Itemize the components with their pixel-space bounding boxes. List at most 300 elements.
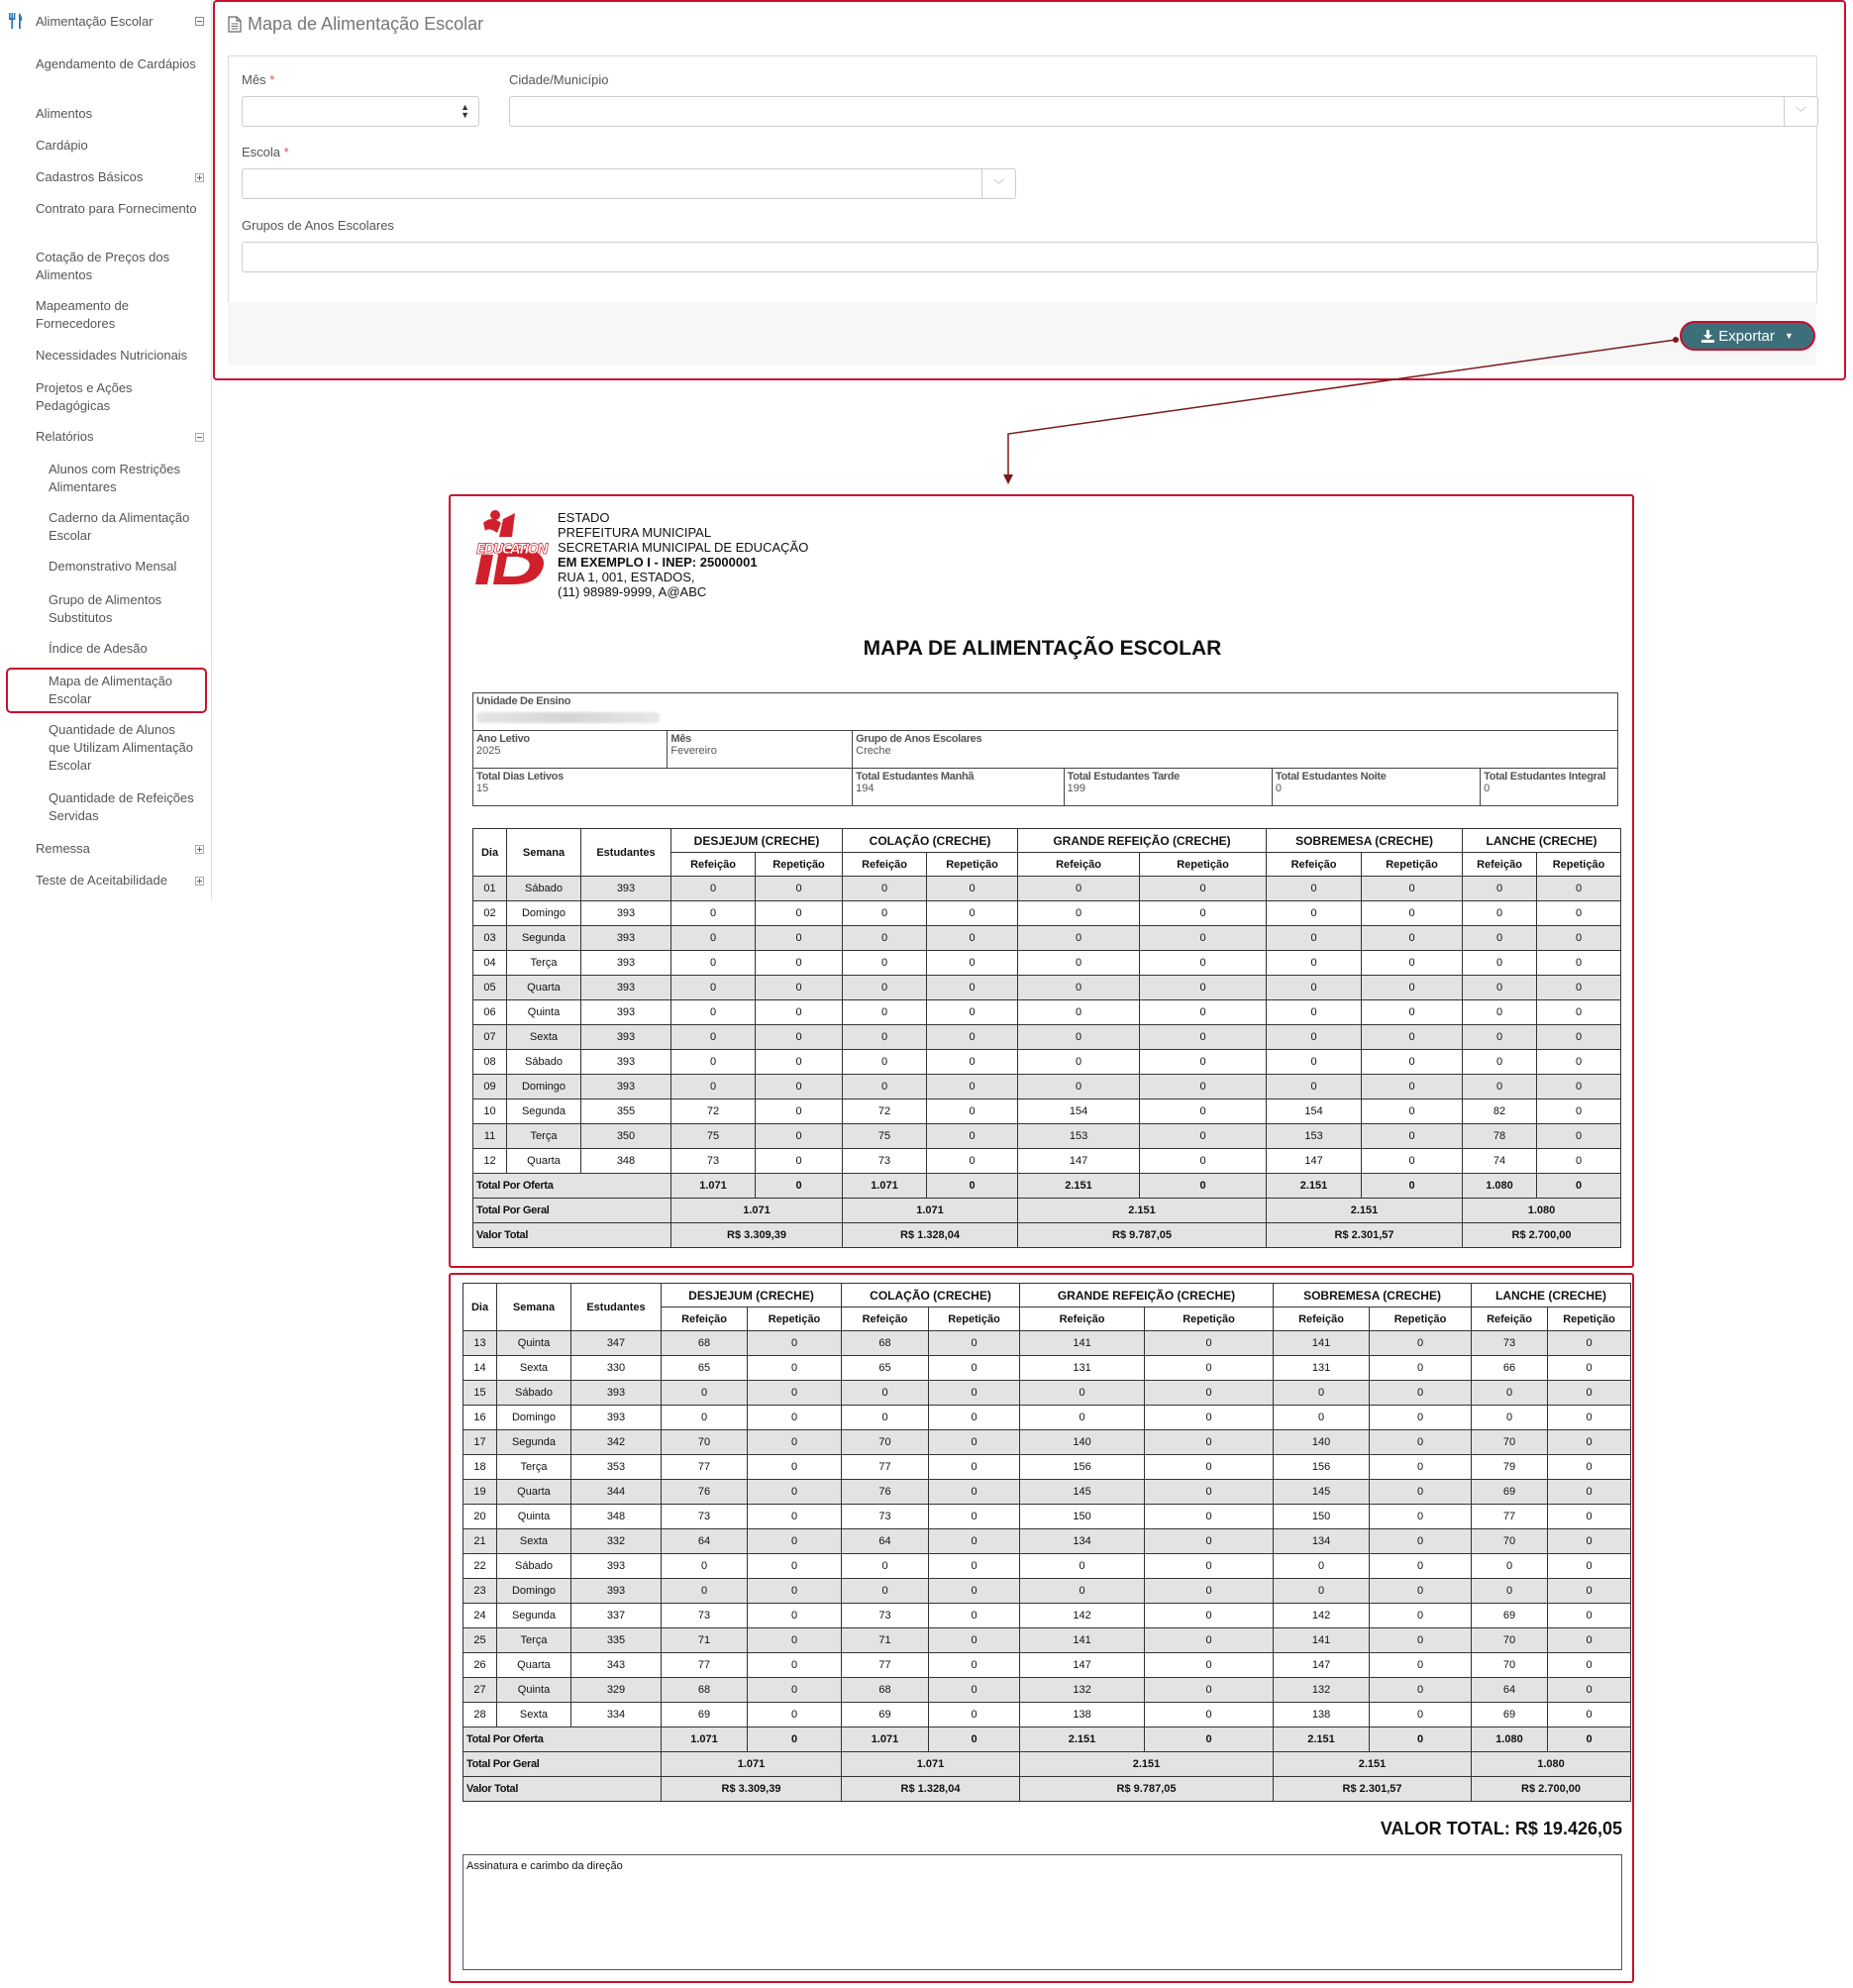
table-cell: 0 [1537, 951, 1621, 976]
report-title: MAPA DE ALIMENTAÇÃO ESCOLAR [863, 637, 1222, 660]
table-cell: 393 [571, 1406, 662, 1430]
table-cell: 69 [842, 1703, 929, 1727]
table-cell: 02 [473, 901, 507, 926]
table-cell: 13 [463, 1331, 497, 1356]
col-refeicao: Refeição [1020, 1308, 1145, 1331]
table-cell: 0 [756, 877, 843, 901]
table-cell: 68 [842, 1331, 929, 1356]
total-cell: 1.080 [1463, 1199, 1621, 1223]
table-cell: 0 [1020, 1554, 1145, 1579]
table-cell: 0 [1018, 951, 1140, 976]
col-group: GRANDE REFEIÇÃO (CRECHE) [1018, 829, 1267, 853]
total-cell: 1.071 [842, 1752, 1020, 1777]
table-cell: 0 [1370, 1703, 1472, 1727]
total-cell: 2.151 [1267, 1199, 1463, 1223]
table-cell: 147 [1020, 1653, 1145, 1678]
table-cell: 0 [1018, 926, 1140, 951]
table-cell: 0 [671, 1025, 756, 1050]
table-cell: 26 [463, 1653, 497, 1678]
total-cell: 1.071 [671, 1174, 756, 1199]
table-cell: 0 [1548, 1703, 1631, 1727]
table-cell: 353 [571, 1455, 662, 1480]
table-cell: 0 [1018, 877, 1140, 901]
table-cell: 0 [1537, 926, 1621, 951]
table-cell: Quarta [497, 1653, 571, 1678]
table-cell: Segunda [497, 1604, 571, 1628]
tarde-cell: Total Estudantes Tarde 199 [1064, 769, 1272, 806]
total-cell: 2.151 [1020, 1752, 1274, 1777]
col-refeicao: Refeição [1267, 853, 1362, 877]
grand-total: VALOR TOTAL: R$ 19.426,05 [1380, 1819, 1622, 1838]
table-cell: 0 [1548, 1381, 1631, 1406]
table-cell: 0 [843, 1075, 927, 1099]
table-cell: Sábado [497, 1554, 571, 1579]
caret-down-icon: ▼ [1784, 331, 1794, 341]
table-cell: 0 [748, 1703, 842, 1727]
table-cell: 77 [1472, 1505, 1548, 1529]
table-cell: 0 [1472, 1381, 1548, 1406]
total-oferta-label: Total Por Oferta [473, 1174, 671, 1199]
total-cell: 1.071 [671, 1199, 843, 1223]
table-cell: Quinta [497, 1678, 571, 1703]
table-cell: 69 [1472, 1703, 1548, 1727]
table-cell: Quinta [497, 1331, 571, 1356]
table-cell: 0 [1145, 1356, 1274, 1381]
table-cell: 393 [571, 1579, 662, 1604]
table-cell: 0 [756, 976, 843, 1000]
col-group: LANCHE (CRECHE) [1472, 1284, 1631, 1308]
valor-total-label: Valor Total [463, 1777, 662, 1802]
table-cell: Sábado [507, 877, 581, 901]
header-line: RUA 1, 001, ESTADOS, [558, 570, 695, 584]
table-cell: 0 [929, 1529, 1020, 1554]
table-cell: 0 [927, 1124, 1018, 1149]
table-cell: 0 [748, 1579, 842, 1604]
table-cell: 141 [1020, 1628, 1145, 1653]
table-cell: 0 [1145, 1480, 1274, 1505]
table-cell: 0 [1267, 926, 1362, 951]
table-cell: 0 [671, 901, 756, 926]
total-cell: R$ 2.301,57 [1267, 1223, 1463, 1248]
cidade-label: Cidade/Município [509, 72, 609, 87]
col-repeticao: Repetição [1145, 1308, 1274, 1331]
table-cell: 0 [1140, 1050, 1267, 1075]
table-cell: 0 [929, 1455, 1020, 1480]
table-row [473, 1149, 1621, 1174]
table-cell: 0 [927, 926, 1018, 951]
table-cell: Sábado [497, 1381, 571, 1406]
table-cell: 68 [662, 1678, 748, 1703]
table-cell: Sexta [507, 1025, 581, 1050]
ano-cell: Ano Letivo 2025 [473, 731, 668, 769]
mes-label: Mês * [242, 72, 275, 87]
chevron-down-icon: ﹀ [1784, 97, 1817, 126]
sidebar-item-label: Necessidades Nutricionais [36, 348, 188, 363]
col-group: DESJEJUM (CRECHE) [671, 829, 843, 853]
table-cell: 0 [1370, 1406, 1472, 1430]
table-cell: 0 [1537, 1025, 1621, 1050]
table-cell: 0 [1463, 951, 1537, 976]
sidebar-item-label: Relatórios [36, 429, 94, 444]
table-cell: 08 [473, 1050, 507, 1075]
col-refeicao: Refeição [671, 853, 756, 877]
table-cell: 71 [662, 1628, 748, 1653]
table-cell: 0 [1548, 1505, 1631, 1529]
table-cell: 07 [473, 1025, 507, 1050]
table-cell: 77 [662, 1653, 748, 1678]
table-cell: 0 [842, 1381, 929, 1406]
table-cell: Terça [497, 1628, 571, 1653]
table-cell: 154 [1267, 1099, 1362, 1124]
table-cell: 0 [1362, 1149, 1463, 1174]
table-cell: 0 [842, 1579, 929, 1604]
table-cell: 0 [1548, 1604, 1631, 1628]
table-cell: 0 [1537, 901, 1621, 926]
table-cell: 77 [842, 1653, 929, 1678]
table-cell: 0 [929, 1579, 1020, 1604]
table-cell: 0 [842, 1554, 929, 1579]
col-group: GRANDE REFEIÇÃO (CRECHE) [1020, 1284, 1274, 1308]
total-cell: 1.071 [842, 1727, 929, 1752]
table-cell: 393 [581, 976, 671, 1000]
table-cell: 0 [1370, 1455, 1472, 1480]
sidebar-subitem-label: Índice de Adesão [49, 641, 148, 656]
table-cell: 0 [748, 1678, 842, 1703]
table-row [473, 1099, 1621, 1124]
table-cell: 0 [1145, 1505, 1274, 1529]
valor-total-row [473, 1223, 1621, 1248]
table-cell: 0 [1370, 1628, 1472, 1653]
table-cell: 0 [927, 1025, 1018, 1050]
table-cell: 0 [1145, 1406, 1274, 1430]
table-cell: 0 [1267, 1050, 1362, 1075]
table-cell: Quinta [497, 1505, 571, 1529]
table-cell: 0 [1537, 1124, 1621, 1149]
table-cell: 147 [1274, 1653, 1370, 1678]
table-cell: 0 [1548, 1331, 1631, 1356]
table-cell: 65 [662, 1356, 748, 1381]
table-cell: 0 [748, 1653, 842, 1678]
unidade-cell: Unidade De Ensino [473, 693, 1618, 731]
table-cell: 0 [1274, 1579, 1370, 1604]
table-cell: 0 [1370, 1579, 1472, 1604]
table-cell: 0 [1463, 1025, 1537, 1050]
table-cell: 0 [1463, 1075, 1537, 1099]
table-cell: 0 [1145, 1703, 1274, 1727]
sidebar-item-label: Cardápio [36, 138, 88, 153]
table-cell: 03 [473, 926, 507, 951]
table-cell: 73 [1472, 1331, 1548, 1356]
signature-box [463, 1854, 1622, 1970]
table-cell: 0 [1140, 877, 1267, 901]
table-cell: 0 [1145, 1628, 1274, 1653]
table-cell: 0 [1548, 1455, 1631, 1480]
table-cell: 0 [1472, 1554, 1548, 1579]
sidebar-item-label: Teste de Aceitabilidade [36, 873, 167, 888]
table-cell: 0 [1362, 1025, 1463, 1050]
table-cell: 132 [1274, 1678, 1370, 1703]
table-cell: 0 [748, 1331, 842, 1356]
table-cell: 0 [1548, 1653, 1631, 1678]
table-cell: 73 [843, 1149, 927, 1174]
table-cell: 0 [1140, 976, 1267, 1000]
export-button-label: Exportar [1718, 327, 1775, 345]
table-cell: 0 [1145, 1381, 1274, 1406]
col-group: SOBREMESA (CRECHE) [1267, 829, 1463, 853]
total-cell: R$ 9.787,05 [1020, 1777, 1274, 1802]
table-cell: 355 [581, 1099, 671, 1124]
total-cell: 2.151 [1020, 1727, 1145, 1752]
total-cell: R$ 2.301,57 [1274, 1777, 1472, 1802]
table-cell: 11 [473, 1124, 507, 1149]
table-cell: 69 [1472, 1480, 1548, 1505]
spinner-arrows-icon: ▲ ▼ [461, 102, 469, 120]
table-cell: 330 [571, 1356, 662, 1381]
table-cell: 0 [1362, 1075, 1463, 1099]
table-cell: 0 [748, 1406, 842, 1430]
table-cell: 0 [1472, 1579, 1548, 1604]
sidebar-item-label: Cotação de Preços dos Alimentos [36, 250, 170, 282]
valor-total-row [463, 1777, 1631, 1802]
table-cell: 0 [842, 1406, 929, 1430]
table-cell: 145 [1274, 1480, 1370, 1505]
table-cell: 0 [748, 1529, 842, 1554]
table-cell: 82 [1463, 1099, 1537, 1124]
table-row [463, 1505, 1631, 1529]
table-row [463, 1529, 1631, 1554]
table-cell: 0 [1370, 1653, 1472, 1678]
table-cell: 154 [1018, 1099, 1140, 1124]
table-cell: 0 [1463, 926, 1537, 951]
total-cell: 0 [1548, 1727, 1631, 1752]
table-row [463, 1678, 1631, 1703]
table-cell: 0 [748, 1480, 842, 1505]
total-cell: 1.080 [1472, 1727, 1548, 1752]
table-cell: 343 [571, 1653, 662, 1678]
sidebar-item-label: Alimentos [36, 106, 93, 121]
table-cell: 77 [662, 1455, 748, 1480]
table-cell: 09 [473, 1075, 507, 1099]
table-cell: 0 [1140, 951, 1267, 976]
table-cell: 0 [756, 926, 843, 951]
col-refeicao: Refeição [662, 1308, 748, 1331]
table-cell: 0 [843, 951, 927, 976]
table-cell: 131 [1274, 1356, 1370, 1381]
table-cell: 0 [756, 951, 843, 976]
table-row [463, 1381, 1631, 1406]
table-cell: Sábado [507, 1050, 581, 1075]
table-cell: 0 [1370, 1529, 1472, 1554]
table-cell: 142 [1274, 1604, 1370, 1628]
redacted-school-name [476, 712, 660, 723]
sidebar-item-label: Agendamento de Cardápios [36, 56, 196, 71]
signature-label: Assinatura e carimbo da direção [466, 1860, 623, 1872]
table-cell: 0 [1140, 1124, 1267, 1149]
table-cell: 0 [1267, 901, 1362, 926]
table-cell: 0 [1548, 1678, 1631, 1703]
table-cell: 70 [1472, 1653, 1548, 1678]
header-line: PREFEITURA MUNICIPAL [558, 525, 712, 540]
table-row [463, 1604, 1631, 1628]
total-cell: 1.071 [843, 1199, 1018, 1223]
table-cell: 0 [929, 1505, 1020, 1529]
table-cell: Quarta [497, 1480, 571, 1505]
table-cell: 0 [927, 877, 1018, 901]
table-cell: 78 [1463, 1124, 1537, 1149]
total-cell: R$ 2.700,00 [1463, 1223, 1621, 1248]
table-cell: 153 [1267, 1124, 1362, 1149]
table-cell: 0 [748, 1455, 842, 1480]
table-cell: 20 [463, 1505, 497, 1529]
table-cell: 70 [1472, 1628, 1548, 1653]
table-cell: 393 [581, 1050, 671, 1075]
table-cell: 0 [1145, 1554, 1274, 1579]
table-cell: 19 [463, 1480, 497, 1505]
col-estudantes: Estudantes [571, 1284, 662, 1331]
grupos-label: Grupos de Anos Escolares [242, 218, 394, 233]
table-cell: 0 [1140, 1075, 1267, 1099]
table-row [463, 1430, 1631, 1455]
table-cell: Domingo [507, 901, 581, 926]
sidebar-subitem-label: Quantidade de Alunos que Utilizam Alimentação Escolar [49, 722, 193, 773]
col-estudantes: Estudantes [581, 829, 671, 877]
table-cell: 393 [581, 1000, 671, 1025]
table-cell: 74 [1463, 1149, 1537, 1174]
table-cell: 0 [671, 926, 756, 951]
table-row [463, 1703, 1631, 1727]
table-cell: 393 [581, 951, 671, 976]
table-cell: 18 [463, 1455, 497, 1480]
col-semana: Semana [497, 1284, 571, 1331]
table-cell: 70 [1472, 1529, 1548, 1554]
table-cell: 0 [929, 1604, 1020, 1628]
table-cell: 0 [1463, 901, 1537, 926]
table-cell: 0 [1267, 1075, 1362, 1099]
table-cell: 70 [1472, 1430, 1548, 1455]
table-cell: 0 [1020, 1381, 1145, 1406]
table-cell: 22 [463, 1554, 497, 1579]
table-cell: 0 [1537, 1149, 1621, 1174]
table-row [473, 1025, 1621, 1050]
table-cell: 0 [1267, 877, 1362, 901]
table-cell: Sexta [497, 1356, 571, 1381]
table-cell: 0 [1018, 1075, 1140, 1099]
table-cell: 0 [1140, 926, 1267, 951]
table-cell: 0 [927, 1000, 1018, 1025]
table-cell: 73 [662, 1604, 748, 1628]
table-cell: 0 [843, 976, 927, 1000]
meal-table-page-2 [463, 1283, 1631, 1802]
table-row [473, 1050, 1621, 1075]
table-cell: 0 [756, 1124, 843, 1149]
table-cell: 0 [1362, 901, 1463, 926]
table-cell: 0 [1463, 1050, 1537, 1075]
table-row [473, 976, 1621, 1000]
table-cell: 0 [1537, 1050, 1621, 1075]
table-cell: 0 [1370, 1604, 1472, 1628]
table-row [463, 1653, 1631, 1678]
total-cell: 1.071 [662, 1727, 748, 1752]
table-cell: 72 [671, 1099, 756, 1124]
table-cell: Quinta [507, 1000, 581, 1025]
table-cell: 0 [1362, 1124, 1463, 1149]
total-cell: 2.151 [1018, 1199, 1267, 1223]
table-cell: 16 [463, 1406, 497, 1430]
table-cell: 0 [671, 1000, 756, 1025]
table-row [463, 1356, 1631, 1381]
table-cell: 0 [929, 1480, 1020, 1505]
table-row [463, 1331, 1631, 1356]
noite-cell: Total Estudantes Noite 0 [1272, 769, 1480, 806]
total-cell: R$ 1.328,04 [843, 1223, 1018, 1248]
table-cell: 0 [927, 1075, 1018, 1099]
table-cell: 332 [571, 1529, 662, 1554]
table-cell: 0 [1145, 1430, 1274, 1455]
table-cell: 0 [1145, 1678, 1274, 1703]
sidebar-subitem-label: Quantidade de Refeições Servidas [49, 790, 194, 823]
table-cell: 147 [1018, 1149, 1140, 1174]
sidebar-subitem-label: Mapa de Alimentação Escolar [49, 674, 173, 706]
table-cell: 0 [671, 951, 756, 976]
table-cell: 68 [662, 1331, 748, 1356]
table-cell: 77 [842, 1455, 929, 1480]
table-cell: 14 [463, 1356, 497, 1381]
table-cell: Sexta [497, 1529, 571, 1554]
table-row [463, 1579, 1631, 1604]
total-cell: 2.151 [1267, 1174, 1362, 1199]
col-repeticao: Repetição [1370, 1308, 1472, 1331]
table-row [463, 1554, 1631, 1579]
table-cell: 0 [1548, 1579, 1631, 1604]
table-cell: 141 [1274, 1628, 1370, 1653]
table-cell: Segunda [507, 926, 581, 951]
table-cell: 0 [1018, 901, 1140, 926]
total-geral-label: Total Por Geral [463, 1752, 662, 1777]
table-cell: 27 [463, 1678, 497, 1703]
table-cell: 132 [1020, 1678, 1145, 1703]
col-dia: Dia [463, 1284, 497, 1331]
table-cell: 0 [1362, 926, 1463, 951]
table-cell: 0 [1267, 951, 1362, 976]
table-cell: 75 [843, 1124, 927, 1149]
table-cell: 05 [473, 976, 507, 1000]
table-cell: 0 [927, 976, 1018, 1000]
table-cell: 153 [1018, 1124, 1140, 1149]
table-cell: Quarta [507, 1149, 581, 1174]
table-cell: 0 [929, 1331, 1020, 1356]
grupo-cell: Grupo de Anos Escolares Creche [853, 731, 1618, 769]
manha-cell: Total Estudantes Manhã 194 [853, 769, 1064, 806]
table-cell: 138 [1274, 1703, 1370, 1727]
table-cell: 0 [1362, 1000, 1463, 1025]
table-cell: 0 [1370, 1356, 1472, 1381]
table-cell: 0 [1370, 1554, 1472, 1579]
table-cell: 0 [1370, 1678, 1472, 1703]
table-cell: 0 [1267, 1000, 1362, 1025]
total-cell: 1.080 [1463, 1174, 1537, 1199]
table-row [473, 901, 1621, 926]
table-cell: 0 [1370, 1430, 1472, 1455]
table-cell: 0 [671, 1075, 756, 1099]
table-cell: 0 [1463, 877, 1537, 901]
table-cell: 335 [571, 1628, 662, 1653]
table-cell: 0 [1274, 1554, 1370, 1579]
table-cell: 142 [1020, 1604, 1145, 1628]
table-cell: 0 [1018, 1050, 1140, 1075]
header-line: ESTADO [558, 510, 610, 525]
total-cell: 0 [756, 1174, 843, 1199]
table-cell: 0 [1020, 1579, 1145, 1604]
